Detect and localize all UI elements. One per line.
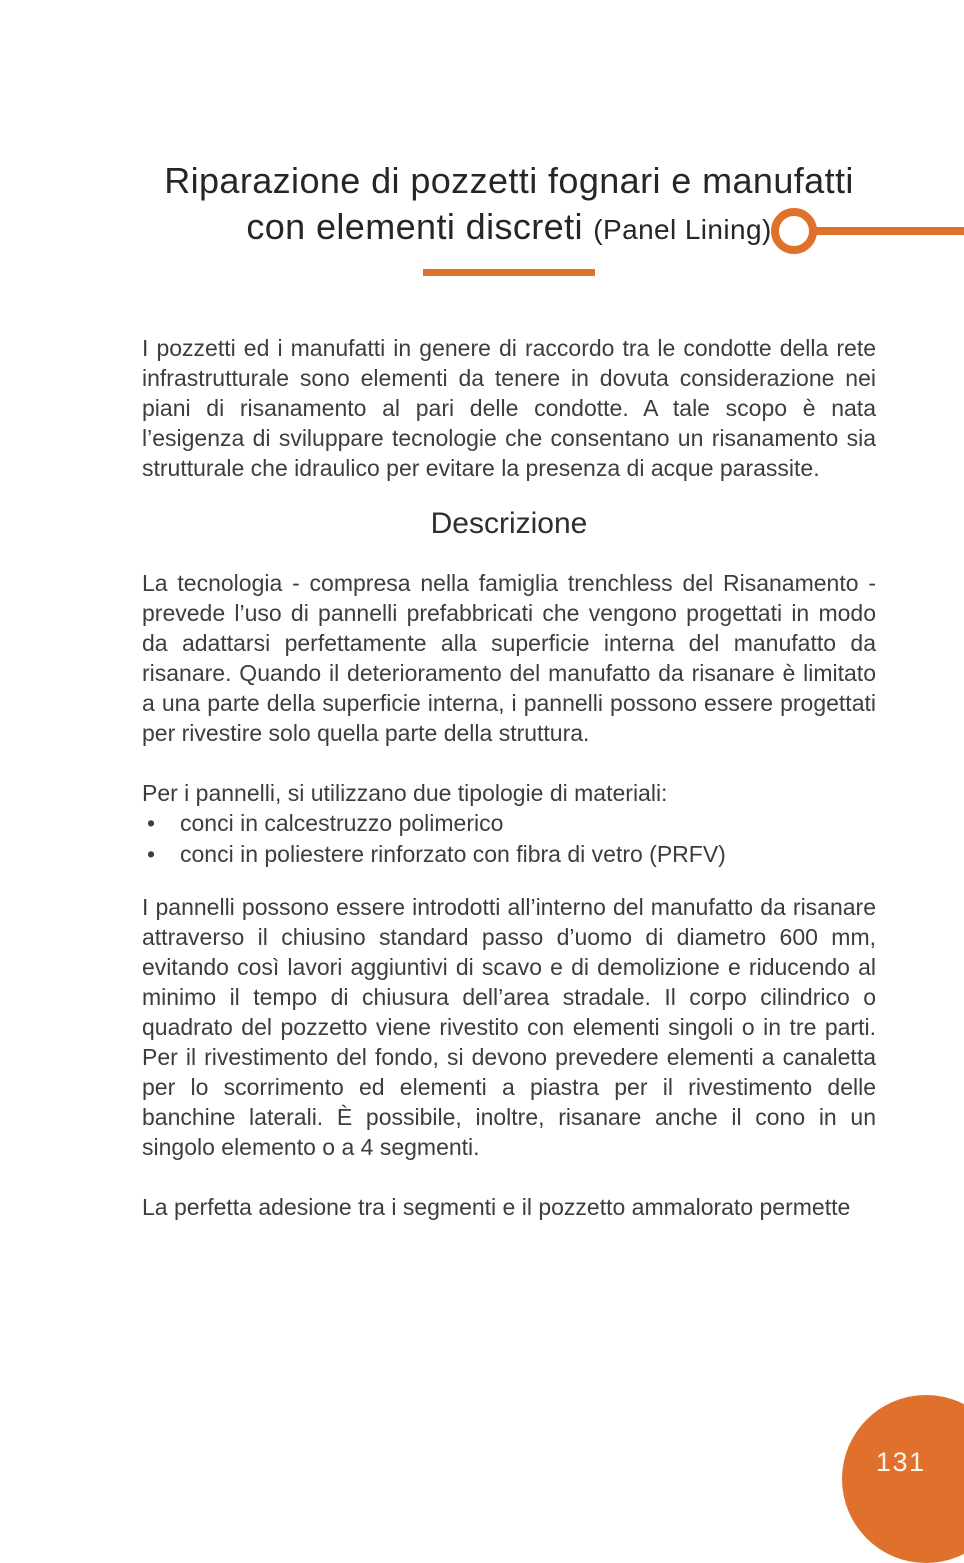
descrizione-paragraph-2: I pannelli possono essere introdotti all’interno del manufatto da risanare attraverso il chiusino standard passo d’uomo di diametro 600 mm, evitando così lavori aggiuntivi di scavo e di demolizione e riducendo al minimo il tempo di chiusura dell’area stradale. Il corpo cilindrico o quadrato del pozzetto viene rivestito con elementi singoli o in tre parti. Per il rivestimento del fondo, si devono prevedere elementi a canaletta per lo scorrimento ed elementi a piastra per il rivestimento delle banchine laterali. È possibile, inoltre, risanare anche il cono in un singolo elemento o a 4 segmenti. <box>142 894 876 1160</box>
closing-paragraph: La perfetta adesione tra i segmenti e il pozzetto ammalorato permette <box>142 1194 851 1220</box>
page-number: 131 <box>876 1447 926 1477</box>
page-number-badge <box>842 1395 964 1563</box>
materials-section <box>142 778 876 870</box>
section-heading-descrizione: Descrizione <box>430 507 588 540</box>
materials-list <box>142 808 876 870</box>
page-title-line1: Riparazione di pozzetti fognari e manufatti <box>164 160 854 201</box>
list-item: • conci in poliestere rinforzato con fibra di vetro (PRFV) <box>142 839 876 870</box>
document-page <box>0 158 964 1519</box>
title-underline <box>423 269 595 276</box>
page-title <box>142 158 876 253</box>
text-column <box>0 158 964 1222</box>
page-title-line2: con elementi discreti <box>246 206 583 247</box>
intro-paragraph: I pozzetti ed i manufatti in genere di raccordo tra le condotte della rete infrastrutturale sono elementi da tenere in dovuta considerazione nei piani di risanamento al pari delle condotte. A tale scopo è nata l’esigenza di sviluppare tecnologie che consentano un risanamento sia strutturale che idraulico per evitare la presenza di acque parassite. <box>142 335 876 481</box>
list-item: • conci in calcestruzzo polimerico <box>142 808 876 839</box>
descrizione-paragraph-1: La tecnologia - compresa nella famiglia trenchless del Risanamento - prevede l’uso di pannelli prefabbricati che vengono progettati in modo da adattarsi perfettamente alla superficie interna del manufatto da risanare. Quando il deterioramento del manufatto da risanare è limitato a una parte della superficie interna, i pannelli possono essere progettati per rivestire solo quella parte della struttura. <box>142 570 876 746</box>
materials-list-intro: Per i pannelli, si utilizzano due tipologie di materiali: <box>142 780 668 806</box>
page-title-suffix: (Panel Lining) <box>593 214 772 245</box>
